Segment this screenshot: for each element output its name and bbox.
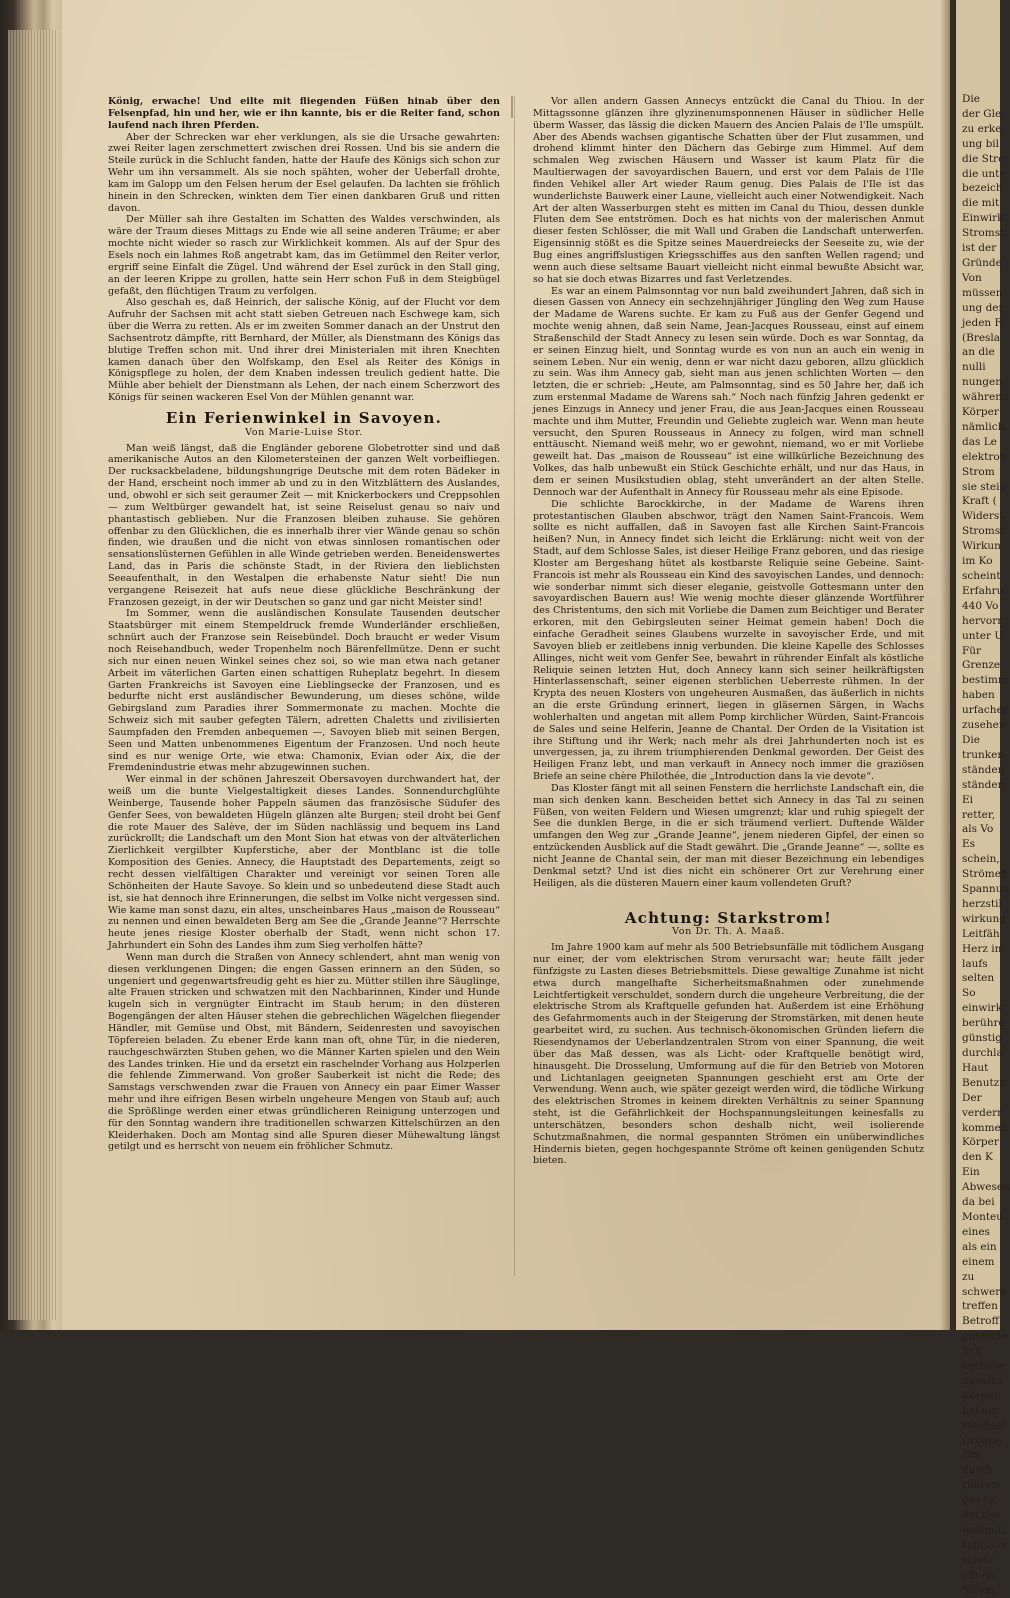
next-page-line: Körper — [962, 1389, 999, 1402]
next-page-line: während — [962, 391, 1009, 404]
next-page-line: schein, — [962, 853, 1000, 866]
next-page-line: Strom — [962, 1583, 995, 1596]
next-page-line: den K — [962, 1151, 993, 1164]
next-page-line: eines — [962, 1225, 990, 1238]
next-page-line: im Ko — [962, 555, 993, 568]
next-page-line: die mit — [962, 197, 1000, 210]
next-page-line: Körper — [962, 406, 999, 419]
next-page-line: haben — [962, 689, 995, 702]
next-page-line: einem — [962, 1255, 995, 1268]
next-page-line: Wechsel — [962, 1419, 1006, 1432]
next-page-line: Spannun — [962, 883, 1010, 896]
paragraph: Es war an einem Palmsonntag vor nun bald zweihundert Jahren, daß sich in diesen Gassen von Annecy ein sechzehnjähriger Jüngling den Weg zum Hause der Madame de Warens suchte. Er kam zu Fuß aus der Genfer Gegend und mochte wenig ahnen, daß sein Name, Jean-Jacques Rousseau, einst auf einem Straßenschild der Stadt Annecy zu lesen sein würde. Doch es war Sonntag, da er seinen Einzug hielt, und Sonntag wurde es von nun an auch ein wenig in seinem Leben. Nur ein wenig, denn er war nicht dazu geboren, allzu glücklich zu sein. Was ihm Annecy gab, sieht man aus jenen schlichten Worten — den letzten, die er schrieb: „Heute, am Palmsonntag, sind es 50 Jahre her, daß ich zum erstenmal Madame de Warens sah.“ Noch nach fünfzig Jahren gedenkt er jenes Einzugs in Annecy und jener Frau, die aus Jean-Jacques einen Rousseau machte und ihm Mutter, Freundin und Geliebte zugleich war. Wenn man heute versucht, den Spuren Rousseaus in Annecy zu folgen, wird man schnell enttäuscht. Niemand weiß mehr, wo er gewohnt, niemand, wo er mit Vorliebe geweilt hat. Das „maison de Rousseau“ ist eine willkürliche Bezeichnung des Volkes, das halb unbewußt ein Stück Geschichte erhält, und nur das Haus, in dem er seinen Musikstudien oblag, steht unverändert an der alten Stelle. Dennoch war der Aufenthalt in Annecy für Rousseau mehr als eine Episode. — [533, 285, 924, 498]
next-page-line: Stromst — [962, 227, 1005, 240]
paragraph: Der Müller sah ihre Gestalten im Schatten des Waldes verschwinden, als wäre der Traum dieses Mittags zu Ende wie all seine anderen Träume; er aber mochte nicht wieder so rasch zur Wirklichkeit kommen. Als auf der Spur des Esels noch ein lahmes Roß angetrabt kam, das im Getümmel den Reiter verlor, ergriff seine Einfalt die Zügel. Und während der Esel zurück in den Stall ging, an der leeren Krippe zu grollen, hatte sein Herr schon Fuß in dem Steigbügel gefaßt, den flüchtigen Traum zu verfolgen. — [108, 214, 500, 297]
next-page-line: Kraft ( — [962, 495, 997, 508]
next-page-line: Widerst — [962, 510, 1004, 523]
article-byline: Von Dr. Th. A. Maaß. — [672, 926, 785, 938]
next-page-line: Abwesen — [962, 1181, 1010, 1194]
next-page-line: durch — [962, 1464, 994, 1477]
next-page-line: schwere — [962, 1285, 1007, 1298]
next-page-line: Monteu — [962, 1210, 1004, 1223]
next-page-line: müssen — [962, 286, 1003, 299]
next-page-line: gebende — [962, 1330, 1008, 1343]
next-page-line: bestimm — [962, 674, 1008, 687]
next-page-line: spiele — [962, 1553, 994, 1566]
next-page-line: Strömen — [962, 868, 1008, 881]
next-page-line: Betroff — [962, 1315, 999, 1328]
next-page-line: verderr — [962, 1106, 1003, 1119]
next-page-line: da bei — [962, 1196, 995, 1209]
next-page-line: günstig — [962, 1032, 1002, 1045]
next-page-line: nämlich — [962, 420, 1005, 433]
next-page-line: scheint — [962, 570, 1001, 582]
paragraph: Wenn man durch die Straßen von Annecy schlendert, ahnt man wenig von diesen verklungenen Dingen; die engen Gassen erinnern an den Süden, so ungeniert und gegenwartsfreudig geht es hier zu. Mütter stillen ihre Säuglinge, alte Frauen stricken und schwatzen mit den Nachbarinnen, Kinder und Hunde kugeln sich in vergnügter Eintracht im Staub herum; in den düsteren Bogengängen der alten Häuser stehen die gebrechlichen Wägelchen fliegender Händler, mit Gemüse und Obst, mit Bändern, Seidenresten und savoyischen Töpfereien beladen. Zu ebener Erde kann man oft, ohne Tür, in die niederen, rauchgeschwärzten Stuben gehen, wo die Männer Karten spielen und den Wein des Landes trinken. Hie und da ersetzt ein raschelnder Vorhang aus Holzperlen die fehlende Zimmerwand. Von großer Sauberkeit ist nicht die Rede; des Samstags verschwenden zwar die Frauen von Annecy ein paar Eimer Wasser mehr und ihre eifrigen Besen wirbeln ungeheure Mengen von Staub auf; auch die Sprößlinge werden einer etwas gründlicheren Reinigung unterzogen und für den Sonntag wandern ihre traditionellen schwarzen Kittelschürzen an den Kleiderhaken. Doch am Montag sind alle Spuren dieser Mühewaltung längst getilgt und es herrscht von neuem ein fröhlicher Schmutz. — [108, 951, 500, 1153]
next-page-line: Einwirk — [962, 212, 1004, 225]
next-page-line: Haut — [962, 1061, 989, 1074]
next-page-line: kommen — [962, 1121, 1008, 1134]
article-continuation — [533, 96, 924, 890]
next-page-line: 440 Vo — [962, 599, 999, 612]
article-title: Achtung: Starkstrom! — [624, 908, 833, 927]
next-page-line: berühre — [962, 1017, 1005, 1030]
next-page-line: treffen — [962, 1300, 998, 1313]
paragraph: Im Jahre 1900 kam auf mehr als 500 Betriebsunfälle mit tödlichem Ausgang nur einer, der vom elektrischen Strom verursacht war; heute fällt jeder fünfzigste zu Lasten dieses Betriebsmittels. Diese gewaltige Zunahme ist nicht etwa durch mangelhafte Sicherheitsmaßnahmen oder zunehmende Leichtfertigkeit verschuldet, sondern durch die ungeheure Verbreitung, die der elektrische Strom als Kraftquelle gefunden hat. Außerdem ist eine Erhöhung des Gefahrmoments auch in der Steigerung der Stromstärken, mit denen heute gearbeitet wird, zu suchen. Aus technisch-ökonomischen Gründen liefern die Riesendynamos der Ueberlandzentralen Strom von einer Spannung, die weit über das Maß dessen, was als Licht- oder Kraftquelle benötigt wird, hinausgeht. Die Drosselung, Umformung auf die für den Betrieb von Motoren und Lichtanlagen geeigneten Spannungen geschieht erst am Orte der Verwendung. Wenn auch, wie später gezeigt werden wird, die tödliche Wirkung des elektrischen Stromes in keinem direkten Verhältnis zu seiner Spannung steht, ist die Gefährlichkeit der Hochspannungsleitungen keinesfalls zu unterschätzen, besonders schon deshalb nicht, weil isolierende Schutzmaßnahmen, die normal gespannten Strömen ein unüberwindliches Hindernis bieten, gegen hochgespannte Ströme oft keinen genügenden Schutz bieten. — [533, 942, 924, 1167]
story-continuation — [108, 132, 500, 404]
next-page-line: Grenze — [962, 659, 1001, 672]
next-page-line: einwirk — [962, 1002, 1003, 1015]
next-page-line: Ein — [962, 1449, 980, 1462]
next-page-line: nulli — [962, 361, 986, 374]
next-page-line: Die — [962, 733, 980, 746]
next-page-line: Ei — [962, 793, 974, 806]
story-continuation-intro: König, erwache! Und eilte mit fliegenden Füßen hinab über den Felsenpfad, hin und her, wie er ihn kannte, bis er die Reiter fand, schon laufend nach ihren Pferden. — [108, 96, 500, 131]
next-page-line: laufs — [962, 957, 988, 970]
next-page-line: (Bresla — [962, 331, 1001, 344]
next-page-line: ständen — [962, 763, 1005, 776]
next-page-line: Der — [962, 1091, 982, 1104]
next-page-line: durchla — [962, 1047, 1003, 1059]
next-page-line: ung bil — [962, 137, 1000, 150]
next-page-line: ständen — [962, 778, 1005, 791]
paragraph: Man weiß längst, daß die Engländer geborene Globetrotter sind und daß amerikanische Autos an den Kilometersteinen der ganzen Welt vorbeifliegen. Der rucksackbeladene, bildungshungrige Deutsche mit dem roten Bädeker in der Hand, erscheint noch immer ab und zu in den Witzblättern des Auslandes, und, obwohl er sich seit geraumer Zeit — mit Knickerbockers und Creppsohlen — zum Weltbürger gewandelt hat, ist seine Reiselust genau so naiv und phantastisch geblieben. Nur die Franzosen bleiben zuhause. Sie gehören offenbar zu den Glücklichen, die es innerhalb ihrer vier Wände genau so schön finden, wie draußen und die nicht von etwas sinnlosen romantischen oder sensationslüsternen Gefühlen in alle Winde getrieben werden. Beneidenswertes Land, das in Paris die schönste Stadt, in der Riviera den lieblichsten Seeaufenthalt, in den Westalpen die erhabenste Natur sieht! Die nun vergangene Reisezeit hat aufs neue diese glückliche Beschränkung der Franzosen gezeigt, in der wir Deutschen so ganz und gar nicht Meister sind! — [108, 442, 500, 608]
paragraph: Also geschah es, daß Heinrich, der salische König, auf der Flucht vor dem Aufruhr der Sachsen mit acht statt sieben Getreuen nach Eschwege kam, sich über die Werra zu retten. Als er im zweiten Sommer danach an der Unstrut den Sachsentrotz dämpfte, ritt Bernhard, der Müller, als Dienstmann des Königs das blutige Treffen schon mit. Und ihrer drei Ministerialen mit ihren Knechten kamen danach über den Wolfskamp, den Esel als Reiter des Königs in Königspflege zu holen, der dem Knaben indessen treulich gedient hatte. Die Mühle aber behielt der Dienstmann als Lehen, der nach einem Scherzwort des Königs für seinen wackeren Esel Von der Mühlen genannt war. — [108, 297, 500, 404]
right-column — [533, 96, 924, 1167]
next-page-line: schlusse — [962, 1538, 1008, 1551]
next-page-line: Stromst — [962, 525, 1005, 538]
next-page-line: zusehen — [962, 719, 1006, 732]
next-page-line: die Stro — [962, 152, 1005, 165]
next-page-line: Art der — [962, 1509, 1001, 1522]
next-page-line: So — [962, 987, 976, 1000]
article-body — [533, 942, 924, 1167]
next-page-text — [956, 0, 1010, 1598]
next-page-line: Herz in — [962, 942, 1002, 955]
paragraph: Im Sommer, wenn die ausländischen Konsulate Tausenden deutscher Staatsbürger mit einem Stempeldruck fremde Wunderländer erschließen, schnürt auch der Franzose sein Reisebündel. Doch braucht er weder Visum noch Reisehandbuch, weder Tropenhelm noch Bärenfellmütze. Denn er sucht sich nur einen neuen Winkel seines chez soi, so wie man etwa nach getaner Arbeit im väterlichen Garten einen schattigen Ruheplatz begehrt. In diesem Garten Frankreichs ist Savoyen eine Lieblingsecke der Franzosen, und es bedurfte nicht erst ausländischer Bewunderung, um dieses schöne, wilde Gebirgsland zum Paradies ihrer Sommermonate zu machen. Mochte die Schweiz sich mit sauber gefegten Tälern, adretten Chaletts und zivilisierten Saumpfaden den Fremden anbequemen —, Savoyen blieb mit seinen Bergen, Seen und Matten unbenommenes Eigentum der Franzosen. Und noch heute sind es nur wenige Orte, wie etwa: Chamonix, Evian oder Aix, die der Fremdenindustrie etwas mehr abzugewinnen suchen. — [108, 608, 500, 774]
next-page-line: Sch — [962, 1345, 982, 1358]
next-page-line: die unte — [962, 167, 1006, 180]
next-page-line: ist der — [962, 242, 997, 255]
left-column — [108, 96, 500, 1153]
next-page-line: Die — [962, 93, 980, 105]
next-page-line: der Gle — [962, 107, 1002, 120]
next-page-line: weitgeh — [962, 1524, 1005, 1536]
next-page-line: ausschl — [962, 1374, 1002, 1387]
next-page-line: Körper — [962, 1136, 999, 1149]
next-page-line: selten — [962, 972, 995, 985]
next-page-line: sie steig — [962, 480, 1007, 493]
next-page-line: Organe — [962, 1434, 1002, 1447]
column-rule — [514, 96, 515, 1276]
next-page-line: Von — [962, 271, 982, 284]
paragraph: Das Kloster fängt mit all seinen Fenstern die herrlichste Landschaft ein, die man sich denken kann. Bescheiden bettet sich Annecy in das Tal zu seinen Füßen, von weiten Feldern und Wiesen umgrenzt; klar und ruhig spiegelt der See die dunklen Berge, in die er sich träumend verliert. Duftende Wälder umfangen den Weg zur „Grande Jeanne“, jenem niederen Gipfel, der einen so entzückenden Ausblick auf die Stadt gewährt. Die „Grande Jeanne“ —, sollte es nicht Jeanne de Chantal sein, der man mit dieser Bezeichnung ein lebendiges Denkmal setzt? Und ist dies nicht ein schönerer Ort zur Verehrung einer Heiligen, als die düsteren Mauern einer kaum vollendeten Gruft? — [533, 782, 924, 889]
next-page-line: als ein — [962, 1240, 997, 1253]
next-page-line: unter U — [962, 629, 1004, 642]
next-page-line: herzstil — [962, 897, 1002, 910]
paragraph: Aber der Schrecken war eher verklungen, als sie die Ursache gewahrten: zwei Reiter lagen zerschmettert zwischen drei Rossen. Und bis sie andern die Steile zurück in die Schlucht fanden, hatte der Haufe des Königs sich schon zur Wehr um ihn versammelt. Als sie noch spähten, woher der Ueberfall drohte, kam im Galopp um den Felsen herum der Esel gelaufen. Da lachten sie fröhlich hinein in den Schrecken, winkten dem Tier einen dankbaren Gruß und ritten davon. — [108, 131, 500, 214]
next-page-line: wirkung — [962, 912, 1006, 925]
next-page-line: Wirkun — [962, 540, 1001, 553]
book-binding — [0, 0, 62, 1330]
article-body — [108, 443, 500, 1154]
column-rule-mark — [511, 96, 518, 118]
next-page-line: bei ein — [962, 1404, 998, 1417]
next-page-line: urfacher — [962, 704, 1008, 717]
next-page-line: Ein — [962, 1166, 980, 1179]
next-page-line: hervorr — [962, 614, 1003, 627]
next-page-line: Leitfäh — [962, 927, 1000, 940]
next-page-line: jeden F — [962, 316, 1002, 329]
next-page-line: zu erke — [962, 122, 1002, 135]
next-page-line: das Le — [962, 435, 997, 448]
next-page-line: rühren — [962, 1479, 999, 1492]
paragraph: Die schlichte Barockkirche, in der Madame de Warens ihren protestantischen Glauben abschwor, trägt den Namen Saint-Francois. Wem sollte es nicht auffallen, daß in Savoyen fast alle Kirchen Saint-Francois heißen? Nun, in Annecy findet sich leicht die Erklärung: nicht weit von der Stadt, auf dem Schlosse Sales, ist dieser Heilige Franz geboren, und das riesige Kloster am Bergeshang hütet als kostbarste Reliquie seine Gebeine. Saint-Francois ist mehr als Rousseau ein Kind des savoyischen Landes, und dennoch: wie sonderbar nimmt sich dieser eleganie, geistvolle Gottesmann unter den savoyardischen Bauern aus! Wie wenig mochte dieser glänzende Wortführer des Christentums, den sich mit Vorliebe die Damen zum Beichtiger und Berater erkoren, mit den Gebirgsleuten seiner Heimat gemein haben! Doch die einfache Geradheit seines Glaubens wurzelte in savoyischer Erde, und mit Savoyen blieb er zeitlebens innig verbunden. Die kleine Kapelle des Schlosses Allinges, nicht weit vom Genfer See, bewahrt in rührender Einfalt als köstliche Reliquie seinen letzten Hut, doch Annecy kann sich seiner heilkräftigsten Hinterlassenschaft, seiner eigenen sterblichen Ueberreste rühmen. In der Krypta des neuen Klosters von ungeheuren Ausmaßen, das äußerlich in nichts an die erste Gründung erinnert, liegen in gläsernen Särgen, in Wachs wohlerhalten und angetan mit allem Pomp kirchlicher Würden, Saint-Francois de Sales und seine Helferin, Jeanne de Chantal. Der Orden de la Visitation ist ihre Stiftung und ihr Werk; nach mehr als drei Jahrhunderten noch ist es unvergessen, ja, zu ihrem triumphierenden Denkmal geworden. Der Geist des Heiligen Franz lebt, und man verkauft in Annecy noch immer die graziösen Briefe an seine chère Philothée, die „Introduction dans la vie devote“. — [533, 498, 924, 783]
next-page-line: Gründe — [962, 256, 1002, 269]
article-byline: Von Marie-Luise Stor. — [245, 426, 363, 438]
next-page-line: ein Au — [962, 1568, 997, 1581]
paragraph: Vor allen andern Gassen Annecys entzückt die Canal du Thiou. In der Mittagssonne glänzen ihre glyzinenumsponnenen Häuser in südlicher Helle überm Wasser, das lässig die dicken Mauern des Ancien Palais de l'Ile umspült. Aber des Abends wachsen gigantische Schatten über der Flut zusammen, und drohend klimmt hinter den Dächern das Gebirge zum Himmel. Auf dem schmalen Weg zwischen Häusern und Wasser ist kaum Platz für die Maultierwagen der savoyardischen Bauern, und erst vor dem Palais de l'Ile finden Vehikel aller Art wieder Raum genug. Dies Palais de l'Ile ist das wunderlichste Bauwerk einer Laune, vielleicht auch einer Notwendigkeit. Nach Art der alten Wasserburgen steht es mitten im Canal du Thiou, dessen dunkle Fluten dem See entströmen. Doch es hat nichts von der malerischen Anmut dieser festen Schlösser, die mit Wall und Graben die Landschaft unterwerfen. Eigensinnig stößt es die Spitze seines Mauerdreiecks der Seeseite zu, wie der Bug eines angriffslustigen Kriegsschiffes aus den sanften Wellen ragend; und wenn auch diese seltsame Bauart vielleicht nicht einmal bewußte Absicht war, so hat sie doch etwas Bizarres und fast Verletzendes. — [533, 96, 924, 285]
next-page-line: Benutzu — [962, 1076, 1006, 1089]
next-page-line: zu — [962, 1270, 975, 1283]
next-page-line: an die — [962, 346, 995, 359]
article-title: Ein Ferienwinkel in Savoyen. — [165, 408, 443, 427]
next-page-line: Es — [962, 838, 976, 851]
section-spacer — [533, 890, 924, 904]
next-page-line: retter, — [962, 808, 996, 821]
next-page-line: Strom — [962, 465, 995, 478]
paragraph: Wer einmal in der schönen Jahreszeit Obersavoyen durchwandert hat, der weiß um die bunte Vielgestaltigkeit dieses Landes. Sonnendurchglühte Weinberge, Tausende hoher Pappeln säumen das französische Südufer des Genfer Sees, von bewaldeten Hügeln glänzen alte Burgen; steil droht bei Genf die rote Mauer des Salève, der im Süden nachlässig und bequem ins Land zurückrollt; die Landschaft um den Mont Sion hat etwas von der altväterlichen Zierlichkeit vergilbter Kupferstiche, aber der Montblanc ist die tolle Komposition des Genies. Annecy, die Hauptstadt des Departements, zeigt so recht dessen vielfältigen Charakter und vereinigt vor seinen Toren alle Schönheiten der Haute Savoye. So klein und so unbedeutend diese Stadt auch ist, sie hat dennoch ihre Erinnerungen, die selbst im Volke nicht vergessen sind. Wie kame man sonst dazu, ein altes, unscheinbares Haus „maison de Rousseau“ zu nennen und einen bewaldeten Berg am See die „Grande Jeanne“? Herrschte heute jenes riesige Kloster oberhalb der Stadt, wenn nicht schon 17. Jahrhundert ein Sohn des Landes ihm zum Sieg verholfen hätte? — [108, 774, 500, 952]
next-page-line: bezeich — [962, 182, 1003, 195]
next-page-line: als Vo — [962, 823, 994, 836]
next-page-line: elektron — [962, 450, 1007, 463]
next-page-line: Für — [962, 644, 982, 657]
next-page-line: trunken — [962, 748, 1005, 761]
next-page-edge — [956, 0, 1010, 1596]
page-edges — [8, 30, 58, 1320]
next-page-line: Erfahru — [962, 584, 1004, 597]
next-page-line: das to — [962, 1494, 995, 1507]
next-page-line: ung der — [962, 301, 1004, 314]
next-page-line: nungen — [962, 376, 1002, 389]
next-page-line: Verbote — [962, 1360, 1004, 1373]
